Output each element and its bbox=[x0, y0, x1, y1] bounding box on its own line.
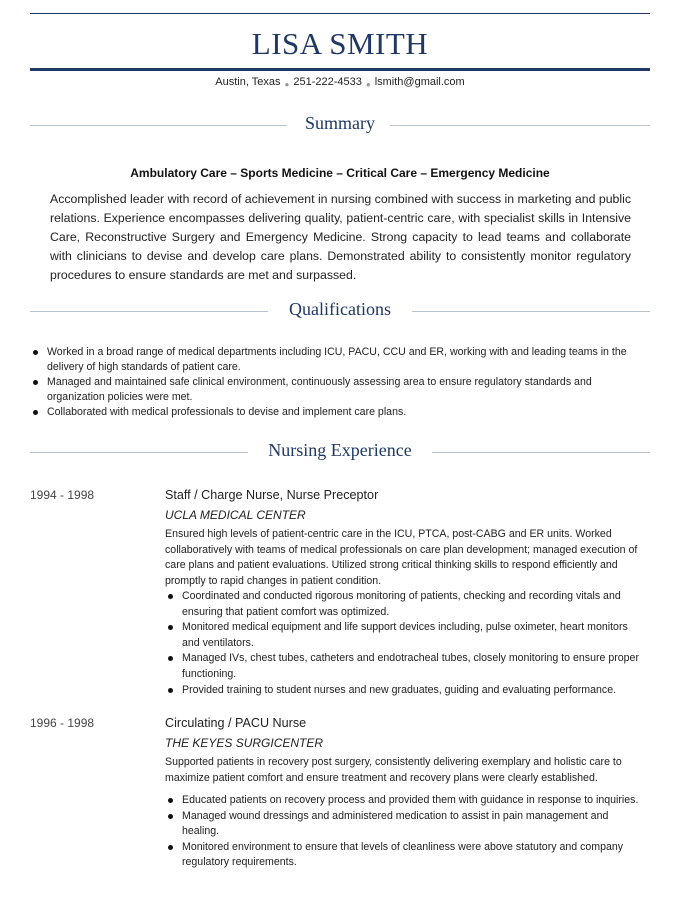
contact-email[interactable]: lsmith@gmail.com bbox=[374, 76, 465, 88]
job-description: Supported patients in recovery post surgery, consistently delivering exemplary and holistic care to maximize patient comfort and ensure treatment and recovery plans were clearly established. bbox=[165, 756, 622, 784]
name-divider bbox=[30, 68, 650, 71]
candidate-name: LISA SMITH bbox=[251, 26, 429, 61]
bullet-separator-icon: ● bbox=[365, 80, 371, 89]
job-bullets bbox=[165, 589, 643, 698]
list-item: Monitored medical equipment and life support devices including, pulse oximeter, heart monitors and ventilators. bbox=[165, 620, 643, 651]
bullet-separator-icon: ● bbox=[284, 80, 290, 89]
summary-paragraph: Accomplished leader with record of achievement in nursing combined with success in marketing and public relations. Experience encompasses delivering quality, patient-centric care, with specialist skills in Intensive Care, Reconstructive Surgery and Emergency Medicine. Strong capacity to lead teams and collaborate with clinicians to devise and develop care plans. Demonstrated ability to consistently monitor regulatory procedures to ensure standards are met and surpassed. bbox=[50, 192, 631, 282]
contact-line bbox=[0, 76, 680, 89]
contact-location: Austin, Texas bbox=[215, 76, 281, 88]
top-divider bbox=[30, 13, 650, 14]
list-item: Managed wound dressings and administered medication to assist in pain management and healing. bbox=[165, 809, 643, 840]
job-company: THE KEYES SURGICENTER bbox=[165, 736, 324, 750]
job-role: Circulating / PACU Nurse bbox=[165, 716, 307, 730]
list-item: Managed IVs, chest tubes, catheters and endotracheal tubes, closely monitoring to ensure proper functioning. bbox=[165, 651, 643, 682]
summary-heading: Summary bbox=[305, 113, 375, 133]
job-company: UCLA MEDICAL CENTER bbox=[165, 508, 306, 522]
job-role: Staff / Charge Nurse, Nurse Preceptor bbox=[165, 488, 379, 502]
list-item: Managed and maintained safe clinical environment, continuously assessing area to ensure regulatory standards and organization policies were met. bbox=[30, 375, 640, 405]
list-item: Monitored environment to ensure that levels of cleanliness were above statutory and company regulatory requirements. bbox=[165, 840, 643, 871]
specialties-subtitle: Ambulatory Care – Sports Medicine – Critical Care – Emergency Medicine bbox=[130, 166, 550, 180]
list-item: Educated patients on recovery process and provided them with guidance in response to inquiries. bbox=[165, 793, 643, 809]
list-item: Collaborated with medical professionals to devise and implement care plans. bbox=[30, 405, 640, 420]
qualifications-heading: Qualifications bbox=[289, 299, 391, 319]
list-item: Provided training to student nurses and new graduates, guiding and evaluating performance. bbox=[165, 683, 643, 699]
summary-heading-block bbox=[30, 113, 650, 137]
list-item: Coordinated and conducted rigorous monitoring of patients, checking and recording vitals and ensuring that patient comfort was optimized. bbox=[165, 589, 643, 620]
job-dates: 1994 - 1998 bbox=[30, 488, 95, 502]
job-bullets bbox=[165, 793, 643, 871]
experience-heading: Nursing Experience bbox=[268, 440, 412, 460]
qualifications-list bbox=[30, 345, 640, 420]
job-description: Ensured high levels of patient-centric care in the ICU, PTCA, post-CABG and ER units. Worked collaboratively with teams of medical professionals on care plan development; managed execution of care plans and patient evaluations. Utilized strong critical thinking skills to respond efficiently and promptly to rapid changes in patient condition. bbox=[165, 528, 638, 587]
qualifications-heading-block bbox=[30, 299, 650, 323]
job-dates: 1996 - 1998 bbox=[30, 716, 95, 730]
list-item: Worked in a broad range of medical departments including ICU, PACU, CCU and ER, working with and leading teams in the delivery of high standards of patient care. bbox=[30, 345, 640, 375]
contact-phone: 251-222-4533 bbox=[293, 76, 362, 88]
experience-heading-block bbox=[30, 440, 650, 464]
